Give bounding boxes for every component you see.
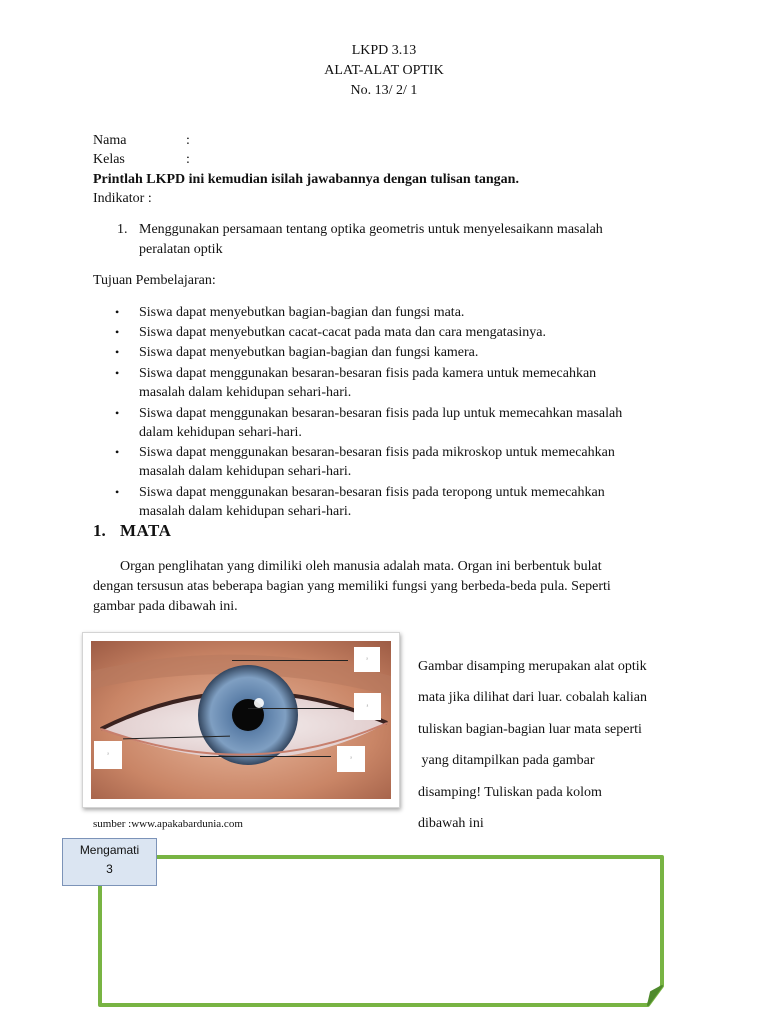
bullet-icon: •: [115, 345, 120, 359]
side-text-line: yang ditampilkan pada gambar: [418, 753, 595, 768]
paragraph-line: dengan tersusun atas beberapa bagian yang memiliki fungsi yang berbeda-beda pula. Seperti: [93, 579, 611, 594]
kelas-colon: :: [186, 152, 190, 167]
nama-label: Nama: [93, 133, 127, 148]
tujuan-item: Siswa dapat menggunakan besaran-besaran fisis pada lup untuk memecahkan masalah: [139, 406, 623, 421]
tujuan-item: Siswa dapat menyebutkan cacat-cacat pada mata dan cara mengatasinya.: [139, 325, 546, 340]
mengamati-tag: [62, 838, 157, 886]
side-text-line: mata jika dilihat dari luar. cobalah kalian: [418, 690, 647, 705]
doc-subtitle: ALAT-ALAT OPTIK: [324, 63, 444, 78]
tujuan-item-cont: masalah dalam kehidupan sehari-hari.: [139, 464, 352, 479]
eye-figure-frame: [82, 632, 400, 808]
paragraph-line: Organ penglihatan yang dimiliki oleh manusia adalah mata. Organ ini berbentuk bulat: [120, 559, 602, 574]
tujuan-item: Siswa dapat menggunakan besaran-besaran fisis pada teropong untuk memecahkan: [139, 485, 605, 500]
answer-box: [95, 852, 670, 1010]
tujuan-item-cont: masalah dalam kehidupan sehari-hari.: [139, 385, 352, 400]
side-text-line: dibawah ini: [418, 816, 484, 831]
bullet-icon: •: [115, 445, 120, 459]
kelas-label: Kelas: [93, 152, 125, 167]
indikator-item-line2: peralatan optik: [139, 242, 223, 257]
side-text-line: Gambar disamping merupakan alat optik: [418, 659, 647, 674]
tujuan-label: Tujuan Pembelajaran:: [93, 273, 216, 288]
tag-number: 3: [106, 862, 113, 876]
tujuan-item: Siswa dapat menggunakan besaran-besaran fisis pada kamera untuk memecahkan: [139, 366, 597, 381]
label-box: ᵃ: [354, 693, 381, 720]
indikator-number: 1.: [117, 222, 128, 237]
bullet-icon: •: [115, 305, 120, 319]
tujuan-item: Siswa dapat menyebutkan bagian-bagian dan fungsi kamera.: [139, 345, 479, 360]
instruction-text: Printlah LKPD ini kemudian isilah jawabannya dengan tulisan tangan.: [93, 172, 519, 187]
tujuan-item-cont: dalam kehidupan sehari-hari.: [139, 425, 302, 440]
tujuan-item: Siswa dapat menggunakan besaran-besaran fisis pada mikroskop untuk memecahkan: [139, 445, 615, 460]
bullet-icon: •: [115, 406, 120, 420]
label-leader-line: [200, 756, 331, 757]
nama-colon: :: [186, 133, 190, 148]
bullet-icon: •: [115, 485, 120, 499]
doc-title: LKPD 3.13: [351, 43, 417, 58]
section-title: MATA: [120, 521, 172, 540]
side-text-line: tuliskan bagian-bagian luar mata seperti: [418, 722, 642, 737]
label-leader-line: [232, 660, 348, 661]
section-number: 1.: [93, 521, 106, 540]
label-box: ᵃ: [94, 741, 122, 769]
bullet-icon: •: [115, 325, 120, 339]
side-text-line: disamping! Tuliskan pada kolom: [418, 785, 602, 800]
label-box: ᵃ: [337, 746, 365, 772]
image-source-caption: sumber :www.apakabardunia.com: [93, 818, 243, 830]
paragraph-line: gambar pada dibawah ini.: [93, 599, 238, 614]
label-leader-line: [248, 708, 350, 709]
doc-number: No. 13/ 2/ 1: [350, 83, 418, 98]
indikator-label: Indikator :: [93, 191, 152, 206]
tujuan-item-cont: masalah dalam kehidupan sehari-hari.: [139, 504, 352, 519]
tujuan-item: Siswa dapat menyebutkan bagian-bagian dan fungsi mata.: [139, 305, 465, 320]
tag-label: Mengamati: [79, 843, 140, 857]
bullet-icon: •: [115, 366, 120, 380]
indikator-item-line1: Menggunakan persamaan tentang optika geometris untuk menyelesaikann masalah: [139, 222, 603, 237]
label-box: ᵃ: [354, 647, 380, 672]
eye-photo: [91, 641, 391, 799]
